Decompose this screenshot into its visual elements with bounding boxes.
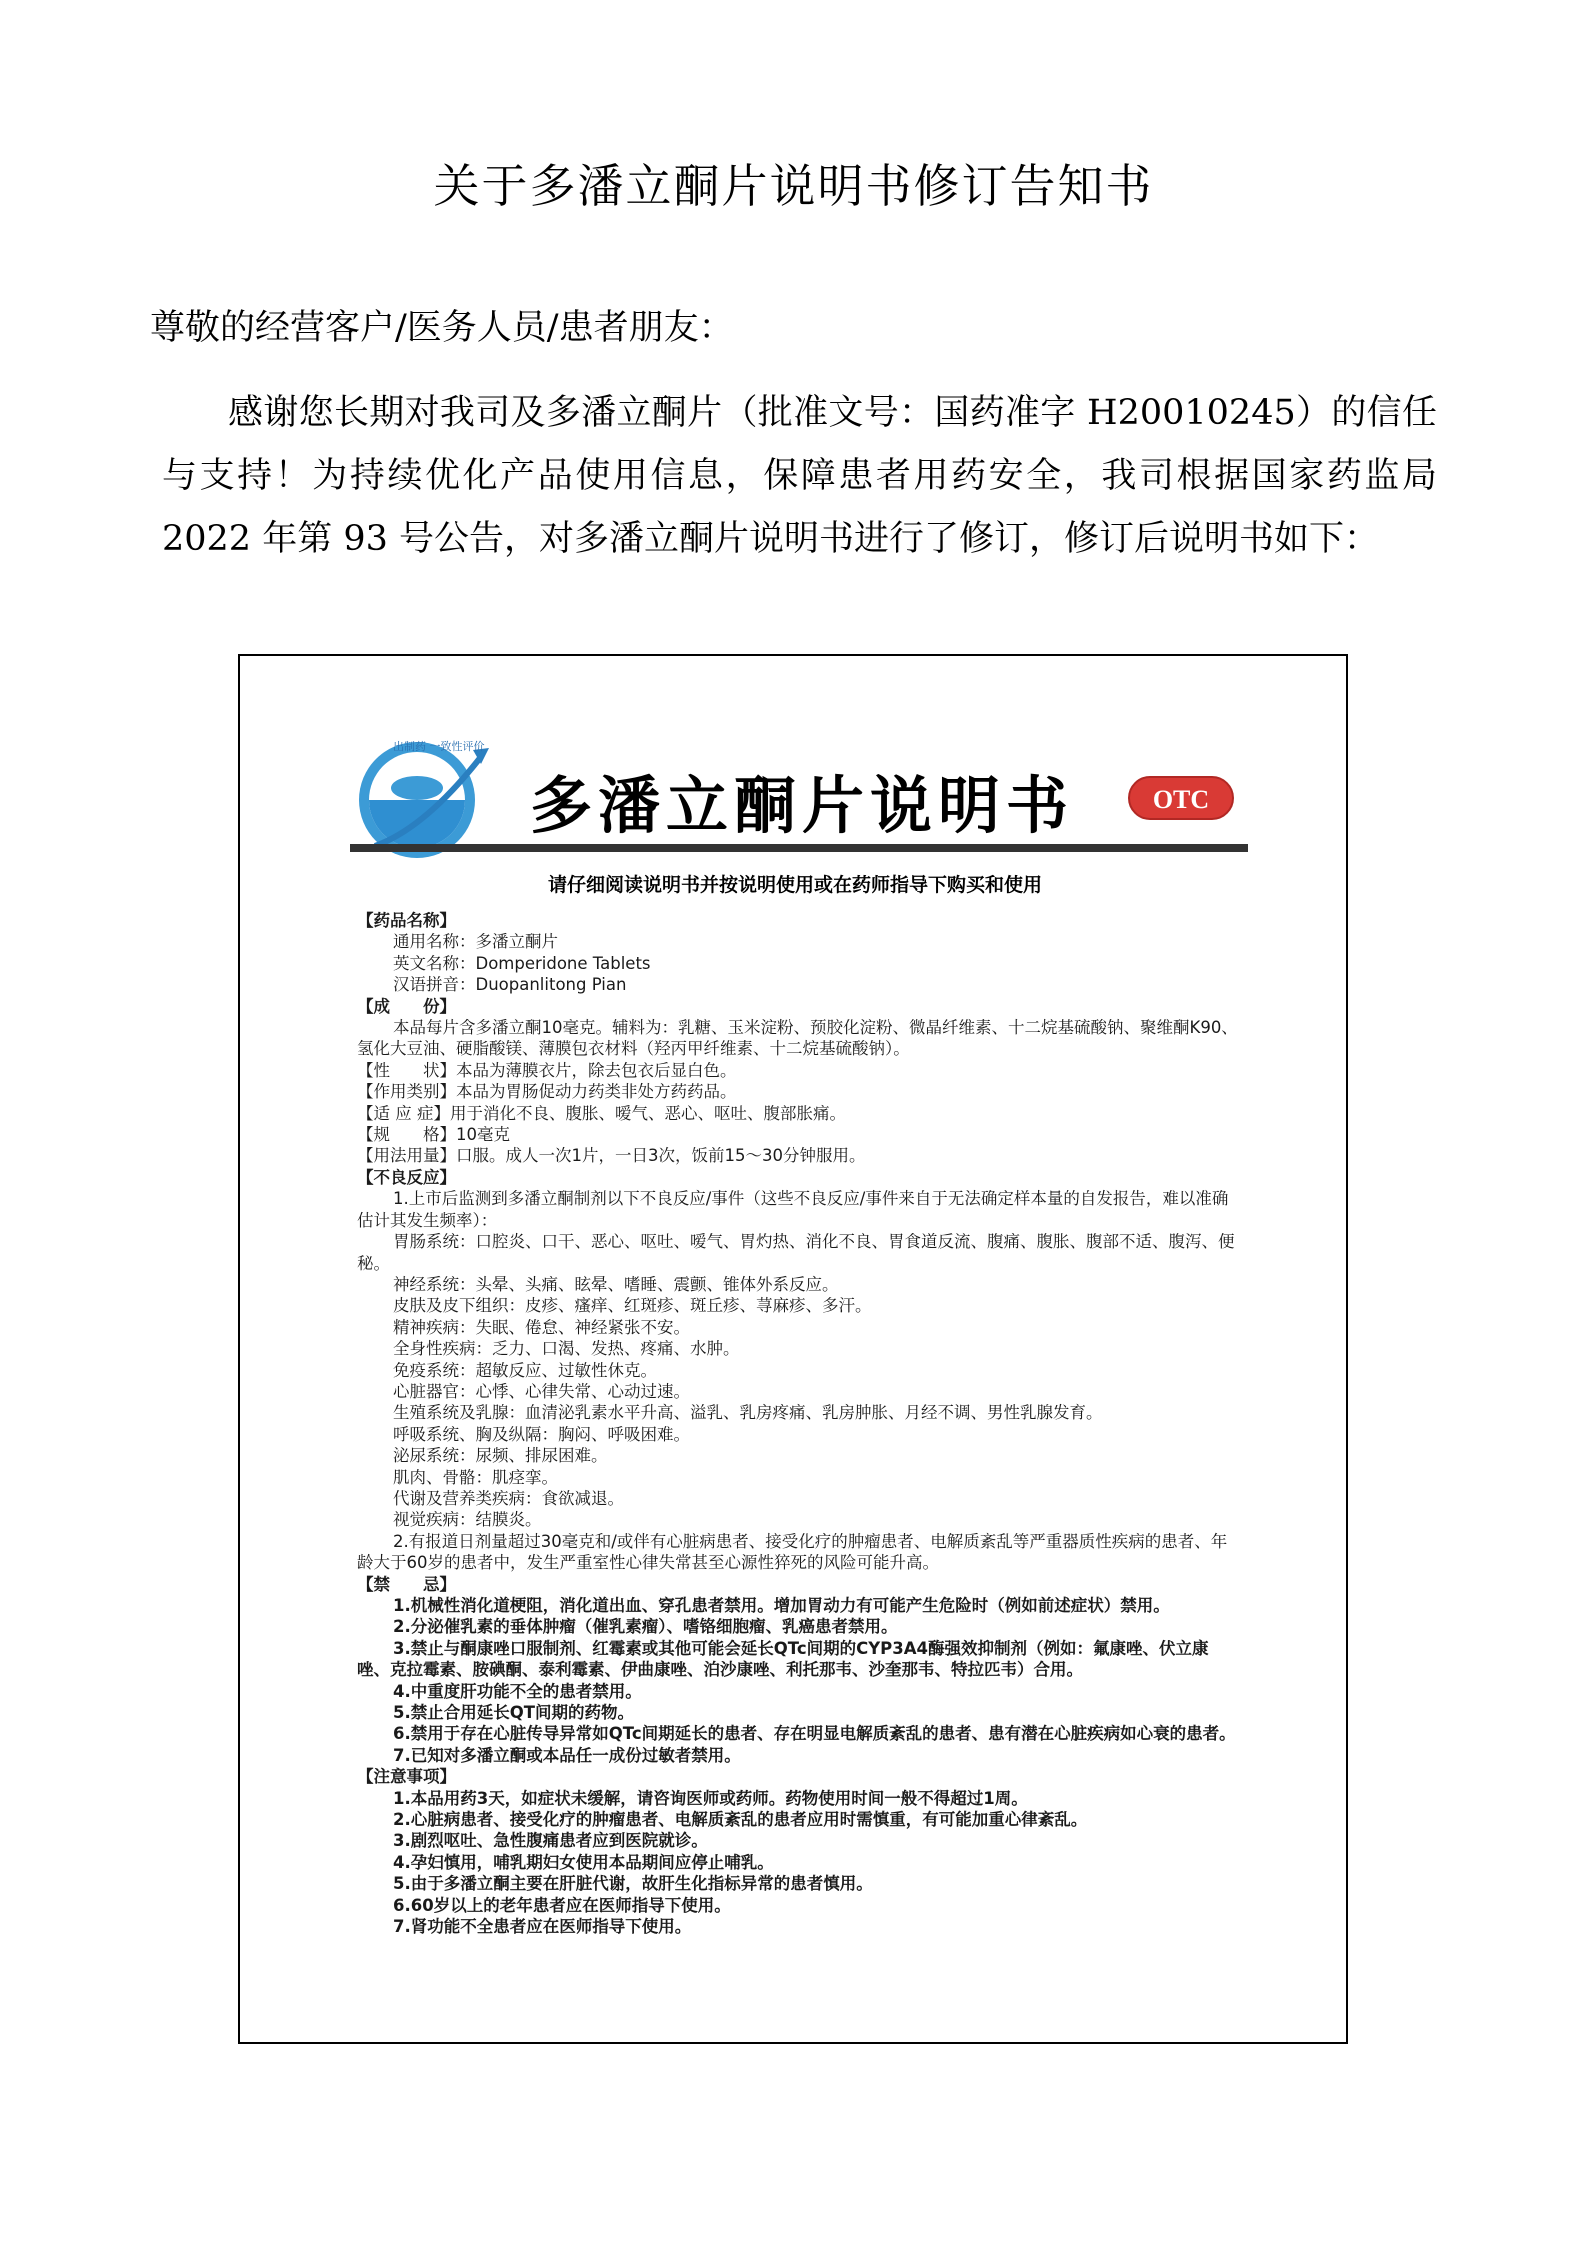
precautions-heading: 【注意事项】 <box>357 1767 456 1787</box>
leaflet-warning: 请仔细阅读说明书并按说明使用或在药师指导下购买和使用 <box>547 874 1042 896</box>
adverse-item: 心脏器官：心悸、心律失常、心动过速。 <box>393 1381 690 1401</box>
drug-name-heading: 【药品名称】 <box>357 911 456 930</box>
adverse-item: 2.有报道日剂量超过30毫克和/或伴有心脏病患者、接受化疗的肿瘤患者、电解质紊乱等严重器质性疾病的患者、年龄大于60岁的患者中，发生严重室性心律失常甚至心源性猝死的风险可能升高。 <box>357 1531 1228 1573</box>
indications-line: 【适 应 症】用于消化不良、腹胀、嗳气、恶心、呕吐、腹部胀痛。 <box>357 1103 846 1123</box>
contraindication-item: 2.分泌催乳素的垂体肿瘤（催乳素瘤）、嗜铬细胞瘤、乳癌患者禁用。 <box>393 1617 898 1637</box>
adverse-item: 视觉疾病：结膜炎。 <box>393 1510 542 1530</box>
adverse-item: 神经系统：头晕、头痛、眩晕、嗜睡、震颤、锥体外系反应。 <box>393 1274 839 1294</box>
precaution-item: 7.肾功能不全患者应在医师指导下使用。 <box>393 1917 692 1937</box>
contraindication-item: 6.禁用于存在心脏传导异常如QTc间期延长的患者、存在明显电解质紊乱的患者、患有潜在心脏疾病如心衰的患者。 <box>393 1724 1236 1744</box>
adverse-item: 呼吸系统、胸及纵隔：胸闷、呼吸困难。 <box>393 1424 690 1444</box>
adverse-item: 肌肉、骨骼：肌痉挛。 <box>393 1467 558 1487</box>
adverse-item: 精神疾病：失眠、倦怠、神经紧张不安。 <box>393 1317 690 1337</box>
precaution-item: 5.由于多潘立酮主要在肝脏代谢，故肝生化指标异常的患者慎用。 <box>393 1874 873 1894</box>
adverse-item: 1.上市后监测到多潘立酮制剂以下不良反应/事件（这些不良反应/事件来自于无法确定样本量的自发报告，难以准确估计其发生频率）： <box>357 1189 1229 1230</box>
leaflet-body <box>357 910 1239 1938</box>
specification-line: 【规 格】10毫克 <box>357 1125 510 1145</box>
contraindication-item: 5.禁止合用延长QT间期的药物。 <box>393 1703 635 1723</box>
greeting: 尊敬的经营客户/医务人员/患者朋友： <box>150 308 734 348</box>
contraindication-item: 7.已知对多潘立酮或本品任一成份过敏者禁用。 <box>393 1745 741 1765</box>
leaflet-image <box>238 654 1348 2044</box>
drug-name-line: 汉语拼音：Duopanlitong Pian <box>393 975 627 995</box>
contraindication-item: 4.中重度肝功能不全的患者禁用。 <box>393 1681 642 1701</box>
otc-badge: OTC <box>1128 776 1234 820</box>
adverse-item: 代谢及营养类疾病：食欲减退。 <box>393 1488 624 1508</box>
appearance-line: 【性 状】本品为薄膜衣片，除去包衣后显白色。 <box>357 1060 737 1080</box>
adverse-item: 皮肤及皮下组织：皮疹、瘙痒、红斑疹、斑丘疹、荨麻疹、多汗。 <box>393 1296 872 1316</box>
contraindications-heading: 【禁 忌】 <box>357 1574 456 1594</box>
dosage-line: 【用法用量】口服。成人一次1片，一日3次，饭前15～30分钟服用。 <box>357 1146 866 1166</box>
adverse-item: 免疫系统：超敏反应、过敏性休克。 <box>393 1360 657 1380</box>
intro-paragraph: 感谢您长期对我司及多潘立酮片（批准文号：国药准字 H20010245）的信任与支持！为持续优化产品使用信息，保障患者用药安全，我司根据国家药监局2022 年第 93 号公告，对多潘立酮片说明书进行了修订，修订后说明书如下： <box>162 393 1437 559</box>
leaflet-title: 多潘立酮片说明书 <box>530 769 1075 842</box>
header-divider <box>350 844 1248 852</box>
composition-heading: 【成 份】 <box>357 996 456 1016</box>
precaution-item: 4.孕妇慎用，哺乳期妇女使用本品期间应停止哺乳。 <box>393 1852 774 1872</box>
adverse-item: 全身性疾病：乏力、口渴、发热、疼痛、水肿。 <box>393 1339 740 1359</box>
precaution-item: 6.60岁以上的老年患者应在医师指导下使用。 <box>393 1895 731 1915</box>
composition-text: 本品每片含多潘立酮10毫克。辅料为：乳糖、玉米淀粉、预胶化淀粉、微晶纤维素、十二烷基硫酸钠、聚维酮K90、氢化大豆油、硬脂酸镁、薄膜包衣材料（羟丙甲纤维素、十二烷基硫酸钠）。 <box>357 1018 1238 1059</box>
drug-name-line: 英文名称：Domperidone Tablets <box>393 953 651 973</box>
adverse-item: 泌尿系统：尿频、排尿困难。 <box>393 1446 608 1466</box>
adverse-heading: 【不良反应】 <box>357 1167 456 1187</box>
page-title: 关于多潘立酮片说明书修订告知书 <box>433 159 1154 213</box>
drug-name-line: 通用名称：多潘立酮片 <box>393 932 558 952</box>
precaution-item: 1.本品用药3天，如症状未缓解，请咨询医师或药师。药物使用时间一般不得超过1周。 <box>393 1788 1028 1808</box>
contraindication-item: 1.机械性消化道梗阻，消化道出血、穿孔患者禁用。增加胃动力有可能产生危险时（例如前述症状）禁用。 <box>393 1596 1170 1615</box>
category-line: 【作用类别】本品为胃肠促动力药类非处方药药品。 <box>357 1082 737 1102</box>
adverse-item: 胃肠系统：口腔炎、口干、恶心、呕吐、嗳气、胃灼热、消化不良、胃食道反流、腹痛、腹胀、腹部不适、腹泻、便秘。 <box>357 1232 1235 1273</box>
precaution-item: 2.心脏病患者、接受化疗的肿瘤患者、电解质紊乱的患者应用时需慎重，有可能加重心律紊乱。 <box>393 1810 1088 1830</box>
precaution-item: 3.剧烈呕吐、急性腹痛患者应到医院就诊。 <box>393 1831 708 1851</box>
contraindication-item: 3.禁止与酮康唑口服制剂、红霉素或其他可能会延长QTc间期的CYP3A4酶强效抑制剂（例如：氟康唑、伏立康唑、克拉霉素、胺碘酮、泰利霉素、伊曲康唑、泊沙康唑、利托那韦、沙奎那韦、特拉匹韦）合用。 <box>357 1638 1209 1680</box>
logo-text: 出制药 一致性评价 <box>393 740 485 753</box>
adverse-item: 生殖系统及乳腺：血清泌乳素水平升高、溢乳、乳房疼痛、乳房肿胀、月经不调、男性乳腺发育。 <box>393 1403 1103 1423</box>
